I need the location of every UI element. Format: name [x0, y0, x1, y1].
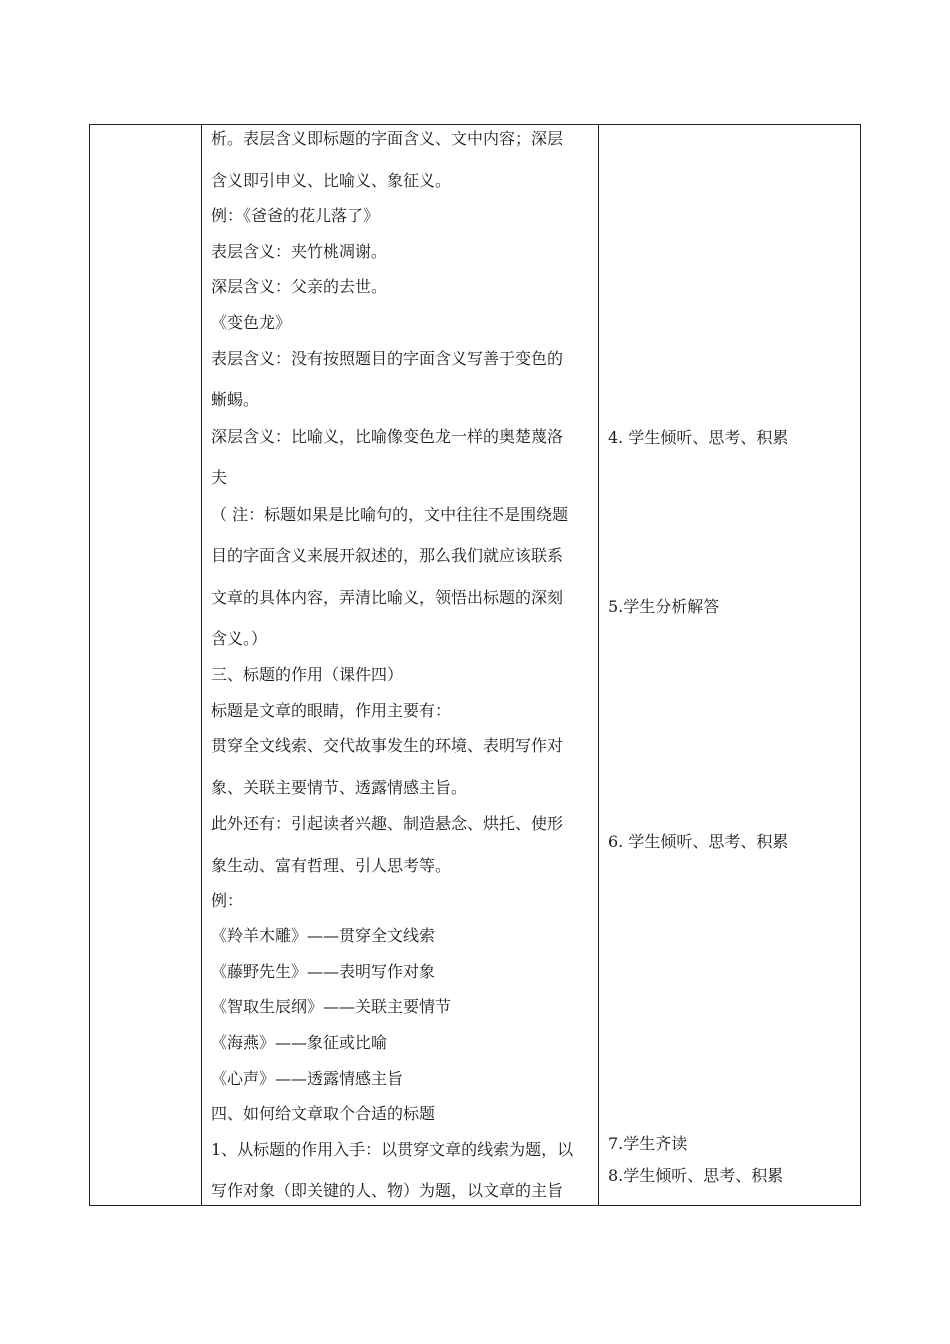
lesson-table [89, 124, 861, 1206]
text-line: 例： [211, 891, 244, 910]
text-line: 例：《爸爸的花儿落了》 [211, 206, 380, 225]
text-line: 表层含义：夹竹桃凋谢。 [211, 242, 388, 261]
student-step: 6. 学生倾听、思考、积累 [608, 832, 789, 851]
text-line: 含义即引申义、比喻义、象征义。 [211, 171, 452, 190]
text-line: 蜥蜴。 [211, 390, 260, 409]
text-line: 写作对象（即关键的人、物）为题，以文章的主旨 [211, 1181, 564, 1200]
text-line: 《变色龙》 [211, 313, 292, 332]
student-step: 8.学生倾听、思考、积累 [608, 1166, 784, 1185]
text-line: （ 注：标题如果是比喻句的，文中往往不是围绕题 [211, 505, 569, 524]
text-line: 夫 [211, 468, 228, 487]
text-line: 标题是文章的眼睛，作用主要有： [211, 701, 452, 720]
text-line: 含义。） [211, 629, 268, 648]
example-line: 《藤野先生》——表明写作对象 [211, 962, 436, 981]
section-heading: 四、如何给文章取个合适的标题 [211, 1104, 436, 1123]
text-line: 文章的具体内容，弄清比喻义，领悟出标题的深刻 [211, 588, 564, 607]
text-line: 1、从标题的作用入手：以贯穿文章的线索为题，以 [211, 1140, 574, 1159]
text-line: 深层含义：比喻义，比喻像变色龙一样的奥楚蔑洛 [211, 427, 564, 446]
text-line: 深层含义：父亲的去世。 [211, 277, 388, 296]
text-line: 此外还有：引起读者兴趣、制造悬念、烘托、使形 [211, 814, 564, 833]
section-heading: 三、标题的作用（课件四） [211, 665, 404, 684]
text-line: 表层含义：没有按照题目的字面含义写善于变色的 [211, 349, 564, 368]
text-line: 析。表层含义即标题的字面含义、文中内容；深层 [211, 129, 564, 148]
example-line: 《智取生辰纲》——关联主要情节 [211, 997, 452, 1016]
column-divider-right [598, 125, 599, 1205]
text-line: 象、关联主要情节、透露情感主旨。 [211, 778, 468, 797]
student-step: 7.学生齐读 [608, 1134, 688, 1153]
student-step: 5.学生分析解答 [608, 597, 720, 616]
column-divider-left [201, 125, 202, 1205]
text-line: 贯穿全文线索、交代故事发生的环境、表明写作对 [211, 736, 564, 755]
student-step: 4. 学生倾听、思考、积累 [608, 428, 789, 447]
example-line: 《羚羊木雕》——贯穿全文线索 [211, 926, 436, 945]
text-line: 目的字面含义来展开叙述的，那么我们就应该联系 [211, 546, 564, 565]
example-line: 《心声》——透露情感主旨 [211, 1069, 404, 1088]
example-line: 《海燕》——象征或比喻 [211, 1033, 388, 1052]
text-line: 象生动、富有哲理、引人思考等。 [211, 856, 452, 875]
